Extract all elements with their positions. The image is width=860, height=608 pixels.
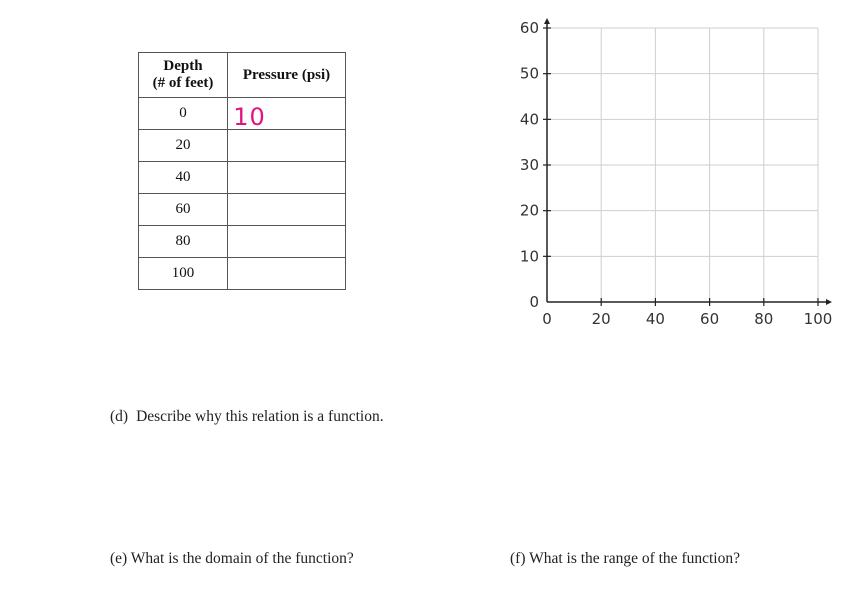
depth-header-line1: Depth [163,58,203,74]
x-tick-label: 0 [542,310,552,328]
x-axis-arrow-icon [826,299,832,305]
table-row [139,162,346,194]
pressure-cell[interactable] [228,130,346,162]
table-header-row [139,53,346,98]
x-tick-label: 100 [803,310,833,328]
depth-header-line2: (# of feet) [152,75,214,91]
x-tick-label: 40 [645,310,665,328]
pressure-depth-graph[interactable] [500,10,845,340]
depth-cell: 40 [139,162,228,194]
table-row [139,98,346,130]
handwritten-pressure-value: 10 [233,102,266,131]
depth-cell: 100 [139,258,228,290]
y-tick-label: 30 [519,156,539,174]
question-f: (f) What is the range of the function? [510,550,740,567]
x-tick-label: 60 [700,310,720,328]
depth-cell: 60 [139,194,228,226]
table-row [139,130,346,162]
question-d-text: Describe why this relation is a function. [136,408,384,425]
table-row [139,258,346,290]
question-d-label: (d) [110,408,129,425]
y-tick-label: 40 [519,110,539,129]
y-tick-label: 10 [519,247,539,266]
pressure-cell[interactable] [228,226,346,258]
pressure-cell[interactable] [228,194,346,226]
y-axis-arrow-icon [544,18,550,24]
pressure-column-header: Pressure (psi) [228,53,346,98]
y-tick-label: 20 [519,201,539,220]
table-row [139,194,346,226]
depth-cell: 20 [139,130,228,162]
question-d [110,408,384,426]
question-e: (e) What is the domain of the function? [110,550,354,567]
depth-cell: 80 [139,226,228,258]
y-tick-label: 50 [519,64,539,83]
x-tick-label: 20 [591,310,611,328]
pressure-cell[interactable] [228,162,346,194]
depth-cell: 0 [139,98,228,130]
y-tick-label: 0 [529,293,539,311]
pressure-cell[interactable] [228,98,346,130]
pressure-cell[interactable] [228,258,346,290]
y-tick-label: 60 [519,19,539,37]
x-tick-label: 80 [754,310,774,328]
table-row [139,226,346,258]
depth-column-header [139,53,228,98]
depth-pressure-table [138,52,346,290]
